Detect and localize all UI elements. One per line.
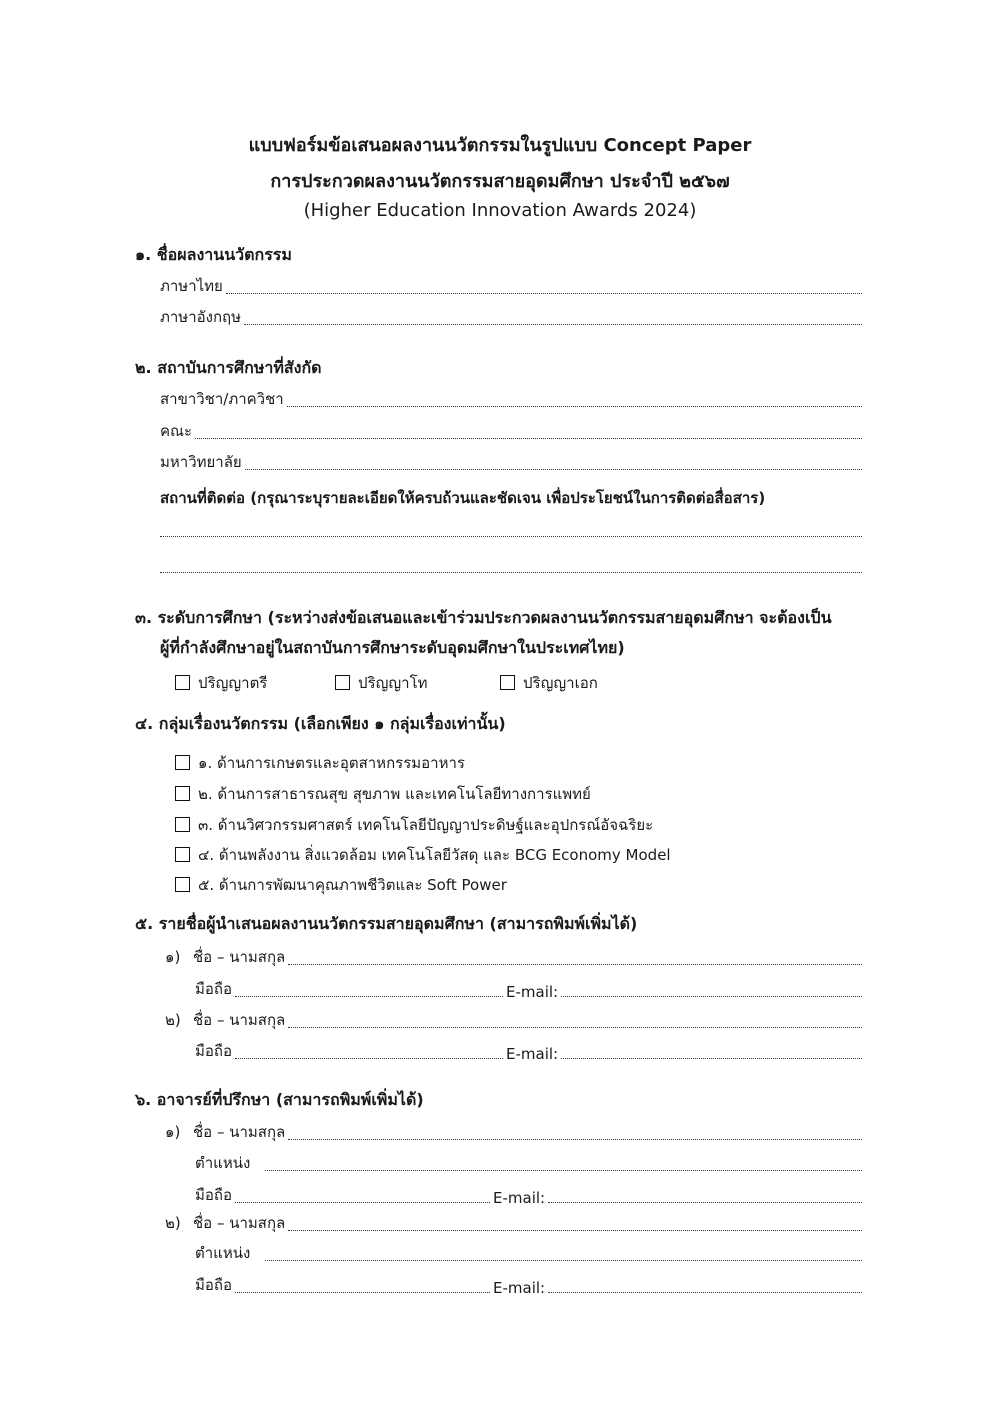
advisor-1-position-field[interactable] xyxy=(195,1151,862,1175)
presenter-1-mobile-line[interactable] xyxy=(235,996,503,997)
advisor-2-position-line[interactable] xyxy=(265,1260,862,1261)
presenter-2-name-label: ชื่อ – นามสกุล xyxy=(193,1011,286,1029)
category-2-checkbox[interactable] xyxy=(175,786,190,801)
advisor-1-name-field[interactable] xyxy=(165,1120,862,1144)
advisor-2-name-line[interactable] xyxy=(288,1230,862,1231)
address-label: สถานที่ติดต่อ (กรุณาระบุรายละเอียดให้ครบถ้วนและชัดเจน เพื่อประโยชน์ในการติดต่อสื่อสาร) xyxy=(160,489,766,507)
advisor-1-position-label: ตำแหน่ง xyxy=(195,1154,251,1172)
faculty-line[interactable] xyxy=(195,438,862,439)
category-2-label: ๒. ด้านการสาธารณสุข สุขภาพ และเทคโนโลยีทางการแพทย์ xyxy=(198,785,591,803)
degree-master-option[interactable] xyxy=(335,671,428,695)
university-field[interactable] xyxy=(160,450,862,474)
category-3-checkbox[interactable] xyxy=(175,817,190,832)
department-line[interactable] xyxy=(287,406,862,407)
advisor-2-email-label: E-mail: xyxy=(493,1279,546,1297)
presenter-1-email-line[interactable] xyxy=(561,996,862,997)
thai-name-line[interactable] xyxy=(226,293,862,294)
advisor-1-name-label: ชื่อ – นามสกุล xyxy=(193,1123,286,1141)
advisor-1-email-line[interactable] xyxy=(548,1202,862,1203)
form-subtitle: การประกวดผลงานนวัตกรรมสายอุดมศึกษา ประจำปี ๒๕๖๗ xyxy=(270,171,730,192)
presenter-1-email-label: E-mail: xyxy=(506,983,559,1001)
advisor-2-position-label: ตำแหน่ง xyxy=(195,1244,251,1262)
english-name-line[interactable] xyxy=(244,324,862,325)
address-line-2[interactable] xyxy=(160,572,862,573)
section-3-title: ๓. ระดับการศึกษา (ระหว่างส่งข้อเสนอและเข้าร่วมประกวดผลงานนวัตกรรมสายอุดมศึกษา จะต้องเป็น xyxy=(135,608,832,627)
address-line-1[interactable] xyxy=(160,536,862,537)
department-field[interactable] xyxy=(160,387,862,411)
presenter-2-name-line[interactable] xyxy=(288,1027,862,1028)
advisor-2-number: ๒) xyxy=(165,1214,181,1232)
form-title: แบบฟอร์มข้อเสนอผลงานนวัตกรรมในรูปแบบ Concept Paper xyxy=(248,135,752,156)
category-option-1[interactable] xyxy=(175,751,465,775)
presenter-2-name-field[interactable] xyxy=(165,1008,862,1032)
advisor-2-contact-field[interactable] xyxy=(195,1273,862,1297)
advisor-1-mobile-label: มือถือ xyxy=(195,1186,232,1204)
section-6-title: ๖. อาจารย์ที่ปรึกษา (สามารถพิมพ์เพิ่มได้) xyxy=(135,1090,424,1109)
presenter-1-name-line[interactable] xyxy=(288,964,862,965)
category-option-2[interactable] xyxy=(175,782,591,806)
category-4-label: ๔. ด้านพลังงาน สิ่งแวดล้อม เทคโนโลยีวัสดุ และ BCG Economy Model xyxy=(198,846,671,864)
advisor-2-email-line[interactable] xyxy=(548,1292,862,1293)
presenter-1-mobile-label: มือถือ xyxy=(195,980,232,998)
presenter-2-mobile-line[interactable] xyxy=(235,1058,503,1059)
section-1-title: ๑. ชื่อผลงานนวัตกรรม xyxy=(135,245,292,264)
category-option-3[interactable] xyxy=(175,813,653,837)
form-subtitle-english: (Higher Education Innovation Awards 2024) xyxy=(303,200,697,221)
category-option-5[interactable] xyxy=(175,873,507,897)
faculty-field[interactable] xyxy=(160,419,862,443)
advisor-1-position-line[interactable] xyxy=(265,1170,862,1171)
advisor-1-name-line[interactable] xyxy=(288,1139,862,1140)
english-name-label: ภาษาอังกฤษ xyxy=(160,308,242,326)
advisor-1-number: ๑) xyxy=(165,1123,181,1141)
university-label: มหาวิทยาลัย xyxy=(160,453,242,471)
presenter-1-name-label: ชื่อ – นามสกุล xyxy=(193,948,286,966)
presenter-2-contact-field[interactable] xyxy=(195,1039,862,1063)
advisor-2-name-field[interactable] xyxy=(165,1211,862,1235)
presenter-2-email-label: E-mail: xyxy=(506,1045,559,1063)
degree-bachelor-option[interactable] xyxy=(175,671,267,695)
degree-doctoral-option[interactable] xyxy=(500,671,598,695)
thai-name-label: ภาษาไทย xyxy=(160,277,223,295)
presenter-1-number: ๑) xyxy=(165,948,181,966)
bachelor-label: ปริญญาตรี xyxy=(198,674,268,692)
presenter-2-mobile-label: มือถือ xyxy=(195,1042,232,1060)
category-5-checkbox[interactable] xyxy=(175,877,190,892)
advisor-2-name-label: ชื่อ – นามสกุล xyxy=(193,1214,286,1232)
presenter-2-email-line[interactable] xyxy=(561,1058,862,1059)
english-name-field[interactable] xyxy=(160,305,862,329)
advisor-1-mobile-line[interactable] xyxy=(235,1202,490,1203)
university-line[interactable] xyxy=(245,469,862,470)
bachelor-checkbox[interactable] xyxy=(175,675,190,690)
presenter-1-contact-field[interactable] xyxy=(195,977,862,1001)
master-checkbox[interactable] xyxy=(335,675,350,690)
category-3-label: ๓. ด้านวิศวกรรมศาสตร์ เทคโนโลยีปัญญาประดิษฐ์และอุปกรณ์อัจฉริยะ xyxy=(198,816,654,834)
advisor-2-position-field[interactable] xyxy=(195,1241,862,1265)
faculty-label: คณะ xyxy=(160,422,193,440)
category-option-4[interactable] xyxy=(175,843,671,867)
department-label: สาขาวิชา/ภาควิชา xyxy=(160,390,284,408)
category-1-label: ๑. ด้านการเกษตรและอุตสาหกรรมอาหาร xyxy=(198,754,465,772)
presenter-2-number: ๒) xyxy=(165,1011,181,1029)
section-2-title: ๒. สถาบันการศึกษาที่สังกัด xyxy=(135,358,322,377)
advisor-2-mobile-line[interactable] xyxy=(235,1292,490,1293)
thai-name-field[interactable] xyxy=(160,274,862,298)
advisor-1-contact-field[interactable] xyxy=(195,1183,862,1207)
category-5-label: ๕. ด้านการพัฒนาคุณภาพชีวิตและ Soft Power xyxy=(198,876,507,894)
master-label: ปริญญาโท xyxy=(358,674,428,692)
category-4-checkbox[interactable] xyxy=(175,847,190,862)
doctoral-label: ปริญญาเอก xyxy=(523,674,598,692)
section-3-title-cont: ผู้ที่กำลังศึกษาอยู่ในสถาบันการศึกษาระดับอุดมศึกษาในประเทศไทย) xyxy=(160,638,625,657)
advisor-1-email-label: E-mail: xyxy=(493,1189,546,1207)
advisor-2-mobile-label: มือถือ xyxy=(195,1276,232,1294)
doctoral-checkbox[interactable] xyxy=(500,675,515,690)
section-4-title: ๔. กลุ่มเรื่องนวัตกรรม (เลือกเพียง ๑ กลุ่มเรื่องเท่านั้น) xyxy=(135,714,506,733)
presenter-1-name-field[interactable] xyxy=(165,945,862,969)
category-1-checkbox[interactable] xyxy=(175,755,190,770)
section-5-title: ๕. รายชื่อผู้นำเสนอผลงานนวัตกรรมสายอุดมศึกษา (สามารถพิมพ์เพิ่มได้) xyxy=(135,914,638,933)
